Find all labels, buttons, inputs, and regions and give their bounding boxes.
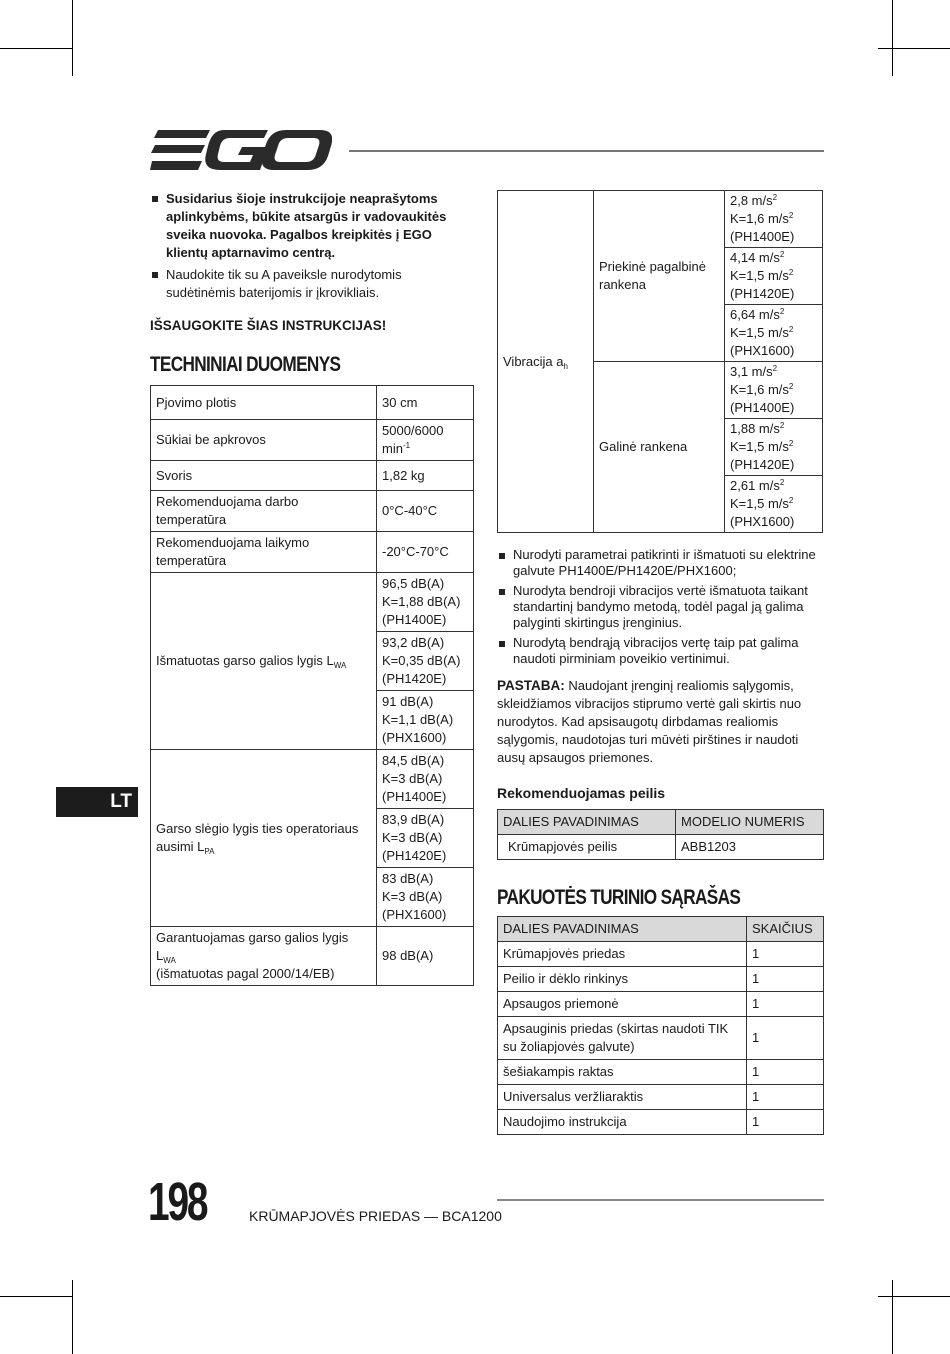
crop-mark — [0, 1296, 72, 1297]
model-value: (PH1420E) — [730, 286, 795, 301]
column-header: SKAIČIUS — [747, 917, 824, 942]
vibration-note: Nurodytą bendrąją vibracijos vertę taip pat galima naudoti pirminiam poveikio vertinimui. — [497, 635, 824, 667]
spec-label: Rekomenduojama laikymo temperatūra — [151, 532, 377, 573]
part-name: Apsaugos priemonė — [498, 992, 747, 1017]
part-name: Universalus veržliaraktis — [498, 1085, 747, 1110]
unit-exponent: 2 — [788, 268, 794, 277]
sound-pressure-label: Garso slėgio lygis ties operatoriaus ausimi L — [156, 821, 359, 854]
k-value: K=3 dB(A) — [382, 830, 443, 845]
table-row — [498, 1017, 824, 1060]
spec-value: -20°C-70°C — [377, 532, 474, 573]
vibration-value — [725, 305, 823, 362]
part-qty: 1 — [747, 1017, 824, 1060]
spec-value — [377, 573, 474, 632]
part-name: šešiakampis raktas — [498, 1060, 747, 1085]
table-row — [151, 927, 474, 986]
model-value: (PH1420E) — [382, 671, 447, 686]
spec-label: Rekomenduojama darbo temperatūra — [151, 491, 377, 532]
spec-value: 1,82 kg — [377, 461, 474, 491]
crop-mark — [892, 1280, 893, 1354]
part-qty: 1 — [747, 1085, 824, 1110]
k-value: K=0,35 dB(A) — [382, 653, 461, 668]
k-value: K=3 dB(A) — [382, 771, 443, 786]
page-number: 198 — [148, 1172, 207, 1232]
a-value: 2,61 m/s — [730, 478, 780, 493]
spec-label — [151, 750, 377, 927]
intro-bullet: Susidarius šioje instrukcijoje neaprašytoms aplinkybėms, būkite atsargūs ir vadovaukitės sveika nuovoka. Pagalbos kreipkitės į EGO klientų aptarnavimo centrą. — [150, 190, 474, 262]
vibration-label-text: Vibracija a — [503, 353, 564, 369]
intro-bullets — [150, 190, 474, 302]
spec-label: Sūkiai be apkrovos — [151, 420, 377, 461]
table-row — [498, 1085, 824, 1110]
k-value: K=1,5 m/s — [730, 268, 789, 283]
vibration-label-subscript: h — [563, 361, 568, 371]
part-name: Krūmapjovės priedas — [498, 942, 747, 967]
packing-heading: PAKUOTĖS TURINIO SĄRAŠAS — [497, 886, 741, 909]
specs-heading: TECHNINIAI DUOMENYS — [150, 353, 341, 376]
k-value: K=1,88 dB(A) — [382, 594, 461, 609]
no-load-exponent: -1 — [402, 441, 411, 450]
vibration-notes — [497, 547, 824, 667]
table-row — [151, 750, 474, 809]
vibration-value — [725, 191, 823, 248]
a-value: 1,88 m/s — [730, 421, 780, 436]
a-value: 4,14 m/s — [730, 250, 780, 265]
spec-label: Pjovimo plotis — [151, 386, 377, 420]
unit-exponent: 2 — [788, 439, 794, 448]
unit-exponent: 2 — [788, 496, 794, 505]
spec-value: 98 dB(A) — [377, 927, 474, 986]
guaranteed-label-note: (išmatuotas pagal 2000/14/EB) — [156, 966, 335, 981]
unit-exponent: 2 — [779, 250, 785, 259]
table-row — [498, 1060, 824, 1085]
db-value: 83 dB(A) — [382, 871, 434, 886]
k-value: K=1,6 m/s — [730, 211, 789, 226]
table-row — [498, 992, 824, 1017]
unit-exponent: 2 — [788, 325, 794, 334]
spec-label: Svoris — [151, 461, 377, 491]
crop-mark — [72, 1280, 73, 1354]
spec-value: 0°C-40°C — [377, 491, 474, 532]
vibration-label — [498, 191, 594, 533]
header-rule — [349, 150, 824, 152]
table-row — [151, 461, 474, 491]
column-header: MODELIO NUMERIS — [676, 810, 824, 835]
model-value: (PH1400E) — [730, 229, 795, 244]
spec-value: 30 cm — [377, 386, 474, 420]
table-row — [498, 191, 823, 248]
handle-label: Galinė rankena — [594, 362, 725, 533]
a-value: 3,1 m/s — [730, 364, 773, 379]
table-row — [151, 532, 474, 573]
spec-value — [377, 420, 474, 461]
language-tab: LT — [56, 787, 138, 817]
unit-exponent: 2 — [772, 193, 778, 202]
crop-mark — [72, 0, 73, 76]
save-instructions-heading: IŠSAUGOKITE ŠIAS INSTRUKCIJAS! — [150, 318, 387, 333]
crop-mark — [878, 48, 950, 49]
right-column — [497, 190, 824, 1135]
k-value: K=1,5 m/s — [730, 439, 789, 454]
db-value: 91 dB(A) — [382, 694, 434, 709]
packing-table — [497, 916, 824, 1135]
guaranteed-subscript: WA — [163, 956, 176, 965]
vibration-table — [497, 190, 823, 533]
table-row — [151, 573, 474, 632]
guaranteed-label: Garantuojamas garso galios lygis L — [156, 930, 349, 963]
spec-value — [377, 809, 474, 868]
note-label: PASTABA: — [497, 678, 565, 693]
vibration-value — [725, 419, 823, 476]
unit-exponent: 2 — [788, 382, 794, 391]
vibration-value — [725, 248, 823, 305]
handle-label: Priekinė pagalbinė rankena — [594, 191, 725, 362]
spec-value — [377, 750, 474, 809]
crop-mark — [0, 48, 72, 49]
part-name: Peilio ir dėklo rinkinys — [498, 967, 747, 992]
blade-heading: Rekomenduojamas peilis — [497, 785, 666, 801]
a-value: 2,8 m/s — [730, 193, 773, 208]
table-row — [498, 835, 824, 860]
model-value: (PHX1600) — [382, 730, 447, 745]
part-qty: 1 — [747, 1110, 824, 1135]
k-value: K=3 dB(A) — [382, 889, 443, 904]
crop-mark — [878, 1296, 950, 1297]
part-name: Naudojimo instrukcija — [498, 1110, 747, 1135]
model-value: (PH1400E) — [382, 612, 447, 627]
db-value: 96,5 dB(A) — [382, 576, 445, 591]
table-row — [498, 942, 824, 967]
footer-title: KRŪMAPJOVĖS PRIEDAS — BCA1200 — [249, 1208, 502, 1224]
part-qty: 1 — [747, 992, 824, 1017]
no-load-value: 5000/6000 min — [382, 423, 444, 456]
table-row — [498, 1110, 824, 1135]
model-value: (PH1400E) — [730, 400, 795, 415]
table-row — [151, 420, 474, 461]
part-qty: 1 — [747, 942, 824, 967]
unit-exponent: 2 — [788, 211, 794, 220]
table-row — [151, 491, 474, 532]
spec-value — [377, 868, 474, 927]
table-row — [151, 386, 474, 420]
vibration-value — [725, 476, 823, 533]
model-value: (PH1420E) — [730, 457, 795, 472]
unit-exponent: 2 — [779, 478, 785, 487]
note-paragraph — [497, 677, 824, 767]
unit-exponent: 2 — [772, 364, 778, 373]
model-value: (PHX1600) — [382, 907, 447, 922]
sound-power-subscript: WA — [333, 661, 347, 670]
blade-table — [497, 809, 824, 860]
vibration-note: Nurodyti parametrai patikrinti ir išmatuoti su elektrine galvute PH1400E/PH1420E/PHX1600; — [497, 547, 824, 579]
model-value: (PH1400E) — [382, 789, 447, 804]
model-value: (PHX1600) — [730, 343, 795, 358]
model-value: (PHX1600) — [730, 514, 795, 529]
part-name: Krūmapjovės peilis — [498, 835, 676, 860]
k-value: K=1,5 m/s — [730, 325, 789, 340]
part-model: ABB1203 — [676, 835, 824, 860]
part-name: Apsauginis priedas (skirtas naudoti TIK su žoliapjovės galvute) — [498, 1017, 747, 1060]
crop-mark — [892, 0, 893, 76]
unit-exponent: 2 — [779, 421, 785, 430]
footer-rule — [497, 1199, 824, 1201]
db-value: 93,2 dB(A) — [382, 635, 445, 650]
k-value: K=1,1 dB(A) — [382, 712, 454, 727]
db-value: 83,9 dB(A) — [382, 812, 445, 827]
table-row — [498, 967, 824, 992]
table-header-row — [498, 917, 824, 942]
db-value: 84,5 dB(A) — [382, 753, 445, 768]
vibration-note: Nurodyta bendroji vibracijos vertė išmatuota taikant standartinį bandymo metodą, todėl pagal ją galima palyginti skirtingus įrenginius. — [497, 583, 824, 631]
unit-exponent: 2 — [779, 307, 785, 316]
note-text: Naudojant įrenginį realiomis sąlygomis, skleidžiamos vibracijos stiprumo vertė gali skirtis nuo nurodytos. Kad apsisaugotų dirbdamas realiomis sąlygomis, naudotojas turi mūvėti pirštines ir naudoti ausų apsaugos priemones. — [497, 678, 802, 765]
column-header: DALIES PAVADINIMAS — [498, 917, 747, 942]
spec-label — [151, 927, 377, 986]
spec-value — [377, 632, 474, 691]
table-header-row — [498, 810, 824, 835]
spec-label — [151, 573, 377, 750]
vibration-value — [725, 362, 823, 419]
column-header: DALIES PAVADINIMAS — [498, 810, 676, 835]
intro-bullet: Naudokite tik su A paveiksle nurodytomis sudėtinėmis baterijomis ir įkrovikliais. — [150, 266, 474, 302]
part-qty: 1 — [747, 967, 824, 992]
spec-value — [377, 691, 474, 750]
model-value: (PH1420E) — [382, 848, 447, 863]
specs-table — [150, 385, 474, 986]
k-value: K=1,5 m/s — [730, 496, 789, 511]
sound-pressure-subscript: PA — [204, 847, 215, 856]
k-value: K=1,6 m/s — [730, 382, 789, 397]
ego-logo — [150, 128, 332, 172]
sound-power-label: Išmatuotas garso galios lygis L — [156, 653, 334, 668]
part-qty: 1 — [747, 1060, 824, 1085]
left-column — [150, 190, 474, 986]
a-value: 6,64 m/s — [730, 307, 780, 322]
